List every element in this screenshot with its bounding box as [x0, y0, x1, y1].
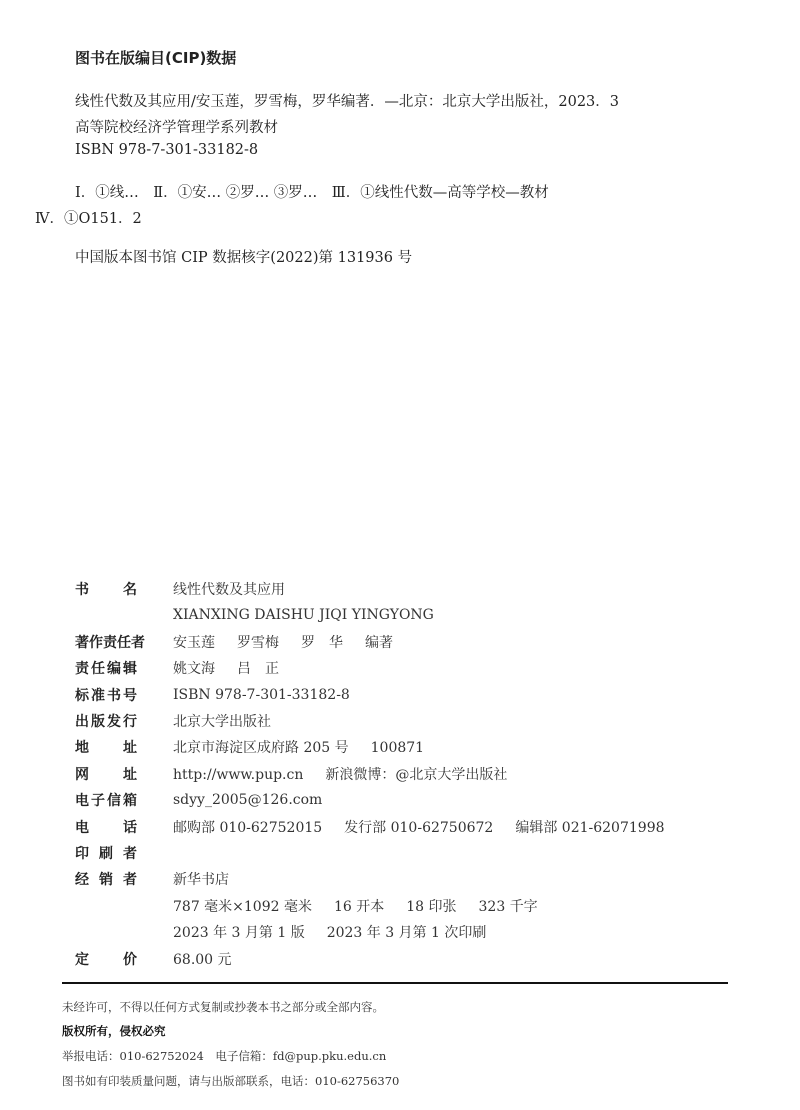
colophon-value	[173, 896, 560, 916]
colophon-label: 地址	[75, 740, 137, 757]
colophon-value	[173, 711, 293, 731]
colophon-row	[75, 789, 344, 811]
colophon-label: 著作责任者	[75, 634, 145, 651]
colophon-value-item: 新浪微博：@北京大学出版社	[325, 766, 508, 783]
colophon-label: 电子信箱	[75, 793, 137, 810]
colophon-value-item: ISBN 978-7-301-33182-8	[173, 686, 350, 703]
colophon-value-item: 发行部 010-62750672	[344, 819, 494, 836]
colophon-value-item: 安玉莲	[173, 634, 215, 651]
colophon-value-item: 16 开本	[333, 898, 385, 915]
colophon-row	[75, 921, 508, 943]
colophon-row	[75, 736, 446, 758]
cip-line-record-number: 中国版本图书馆 CIP 数据核字(2022)第 131936 号	[75, 250, 413, 266]
colophon-value-item: 吕 正	[237, 661, 279, 678]
colophon-value	[173, 632, 415, 652]
colophon-label: 标准书号	[75, 687, 137, 704]
colophon-value-item: sdyy_2005@126.com	[173, 792, 323, 809]
colophon-value-item: 787 毫米×1092 毫米	[173, 898, 312, 915]
colophon-value-item: 姚文海	[173, 661, 215, 678]
quality-contact: 图书如有印装质量问题，请与出版部联系，电话：010-62756370	[62, 1074, 400, 1088]
colophon-value-item: 线性代数及其应用	[173, 582, 285, 598]
colophon-row	[75, 631, 415, 653]
cip-line-subjects: Ⅰ．①线… Ⅱ．①安… ②罗… ③罗… Ⅲ．①线性代数—高等学校—教材	[75, 185, 549, 201]
colophon-value	[173, 764, 529, 784]
rights-notice: 版权所有，侵权必究	[62, 1024, 166, 1038]
colophon-row	[75, 657, 301, 679]
colophon-row	[75, 763, 529, 785]
colophon-value-item: 北京市海淀区成府路 205 号	[173, 740, 349, 757]
colophon-label: 出版发行	[75, 714, 137, 730]
colophon-value	[173, 792, 344, 808]
colophon-value-item: 68.00 元	[173, 951, 232, 968]
colophon-row	[75, 868, 251, 890]
colophon-value-item: 2023 年 3 月第 1 版	[173, 925, 305, 942]
colophon-value	[173, 687, 372, 703]
copy-notice: 未经许可，不得以任何方式复制或抄袭本书之部分或全部内容。	[62, 1000, 384, 1014]
colophon-value-item: 北京大学出版社	[173, 714, 271, 730]
colophon-value-item: 罗雪梅	[237, 634, 279, 651]
colophon-label: 电话	[75, 819, 137, 836]
colophon-value-item: 编辑部 021-62071998	[515, 819, 665, 836]
divider	[62, 982, 728, 984]
colophon-value-item: 罗 华	[301, 634, 343, 651]
colophon-value	[173, 869, 251, 889]
colophon-value	[173, 949, 254, 969]
colophon-value	[173, 737, 446, 757]
cip-line-classification: Ⅳ．①O151．2	[35, 211, 142, 227]
colophon-row	[75, 842, 173, 864]
colophon-label: 责任编辑	[75, 661, 137, 678]
colophon-value	[173, 607, 456, 623]
colophon-label: 书名	[75, 582, 137, 598]
report-contact: 举报电话：010-62752024 电子信箱：fd@pup.pku.edu.cn	[62, 1049, 387, 1063]
colophon-row	[75, 604, 456, 626]
colophon-value-item: XIANXING DAISHU JIQI YINGYONG	[173, 607, 434, 624]
colophon-row	[75, 816, 687, 838]
colophon-value	[173, 922, 508, 942]
colophon-value-item: 2023 年 3 月第 1 次印刷	[326, 925, 487, 942]
colophon-label: 网址	[75, 766, 137, 783]
cip-line-title-authors: 线性代数及其应用/安玉莲，罗雪梅，罗华编著．—北京：北京大学出版社，2023．3	[75, 94, 620, 110]
cip-title: 图书在版编目(CIP)数据	[75, 49, 237, 67]
colophon-row	[75, 895, 560, 917]
colophon-label: 定价	[75, 951, 137, 968]
colophon-value-item: 新华书店	[173, 872, 229, 889]
colophon-value	[173, 579, 307, 599]
colophon-value-item: 邮购部 010-62752015	[173, 819, 323, 836]
colophon-value-item: 18 印张	[406, 898, 457, 915]
colophon-row	[75, 578, 307, 600]
colophon-row	[75, 710, 293, 732]
colophon-value	[173, 817, 687, 837]
colophon-row	[75, 948, 254, 970]
colophon-value-item: 100871	[370, 740, 425, 757]
cip-line-isbn: ISBN 978-7-301-33182-8	[75, 142, 259, 158]
colophon-label: 印刷者	[75, 846, 137, 862]
colophon-value-item: 编著	[365, 634, 393, 651]
cip-line-series: 高等院校经济学管理学系列教材	[75, 120, 278, 136]
colophon-value-item: 323 千字	[478, 898, 538, 915]
colophon-value-item: http://www.pup.cn	[173, 766, 304, 783]
colophon-label: 经销者	[75, 872, 137, 889]
colophon-row	[75, 684, 372, 706]
colophon-value	[173, 658, 301, 678]
